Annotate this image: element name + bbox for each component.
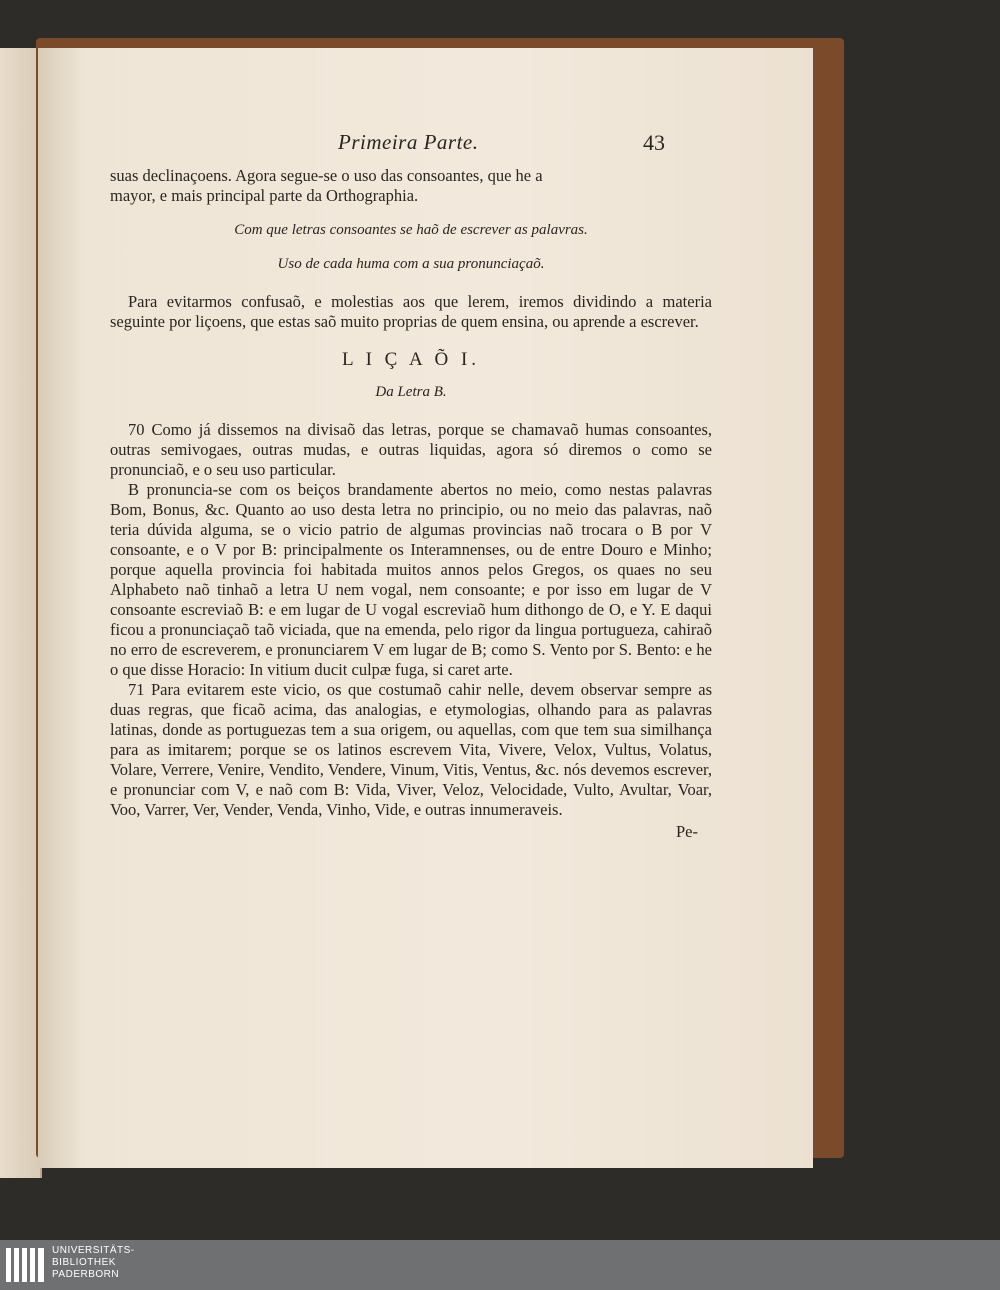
intro-paragraph: Para evitarmos confusaõ, e molestias aos que lerem, iremos dividindo a materia seguinte por liçoens, que estas saõ muito proprias de quem ensina, ou aprende a escrever. [110,292,712,331]
text-line: suas declinaçoens. Agora segue-se o uso das consoantes, que he a [110,166,543,185]
library-name-line: UNIVERSITÄTS- [52,1245,135,1256]
book-page [38,48,813,1168]
library-name-line: PADERBORN [52,1269,120,1280]
library-logo-icon [6,1248,46,1282]
library-footer-bar [0,1240,1000,1290]
page-number: 43 [643,130,665,155]
lesson-title: L I Ç A Õ I. [341,349,481,370]
running-head: Primeira Parte. [338,130,479,154]
lesson-subtitle: Da Letra B. [375,384,447,400]
paragraph-b: B pronuncia-se com os beiços brandamente abertos no meio, como nestas palavras Bom, Bonus, &c. Quanto ao uso desta letra no principio, ou no meio das palavras, naõ teria dúvida alguma, se o vicio patrio de algumas provincias naõ trocara o B por V consoante, e o V por B: principalmente os Interamnenses, ou de entre Douro e Minho; porque aquella provincia foi habitada muitos annos pelos Gregos, os quaes no seu Alphabeto naõ tinhaõ a letra U nem vogal, nem consoante; e por isso em lugar de V consoante escreviaõ B: e em lugar de U vogal escreviaõ hum dithongo de O, e Y. E daqui ficou a pronunciaçaõ taõ viciada, que na emenda, pelo rigor da lingua portugueza, cahiraõ no erro de escreverem, e pronunciarem V em lugar de B; como S. Vento por S. Bento: e he o que disse Horacio: In vitium ducit culpæ fuga, si caret arte. [110,480,712,679]
paragraph-71: 71 Para evitarem este vicio, os que costumaõ cahir nelle, devem observar sempre as duas regras, que ficaõ acima, das analogias, e etymologias, olhando para as palavras latinas, donde as portuguezas tem a sua origem, ou aquellas, com que tem sua similhança para as imitarem; porque se os latinos escrevem Vita, Vivere, Velox, Vultus, Volatus, Volare, Verrere, Venire, Vendito, Vendere, Vinum, Vitis, Ventus, &c. nós devemos escrever, e pronunciar com V, e naõ com B: Vida, Viver, Veloz, Velocidade, Vulto, Avultar, Voar, Voo, Varrer, Ver, Vender, Venda, Vinho, Vide, e outras innumeraveis. [110,680,712,819]
section-subheading: Uso de cada huma com a sua pronunciaçaõ. [277,256,545,272]
library-name [52,1245,135,1281]
section-heading: Com que letras consoantes se haõ de escrever as palavras. [234,222,588,238]
text-block [110,166,712,842]
library-name-line: BIBLIOTHEK [52,1257,116,1268]
paragraph-70: 70 Como já dissemos na divisaõ das letras, porque se chamavaõ humas consoantes, outras semivogaes, outras mudas, e outras liquidas, agora só diremos o como se pronunciaõ, e o seu uso particular. [110,420,712,479]
text-line: mayor, e mais principal parte da Orthographia. [110,186,419,205]
catchword: Pe- [676,822,698,841]
page-header [38,130,813,160]
